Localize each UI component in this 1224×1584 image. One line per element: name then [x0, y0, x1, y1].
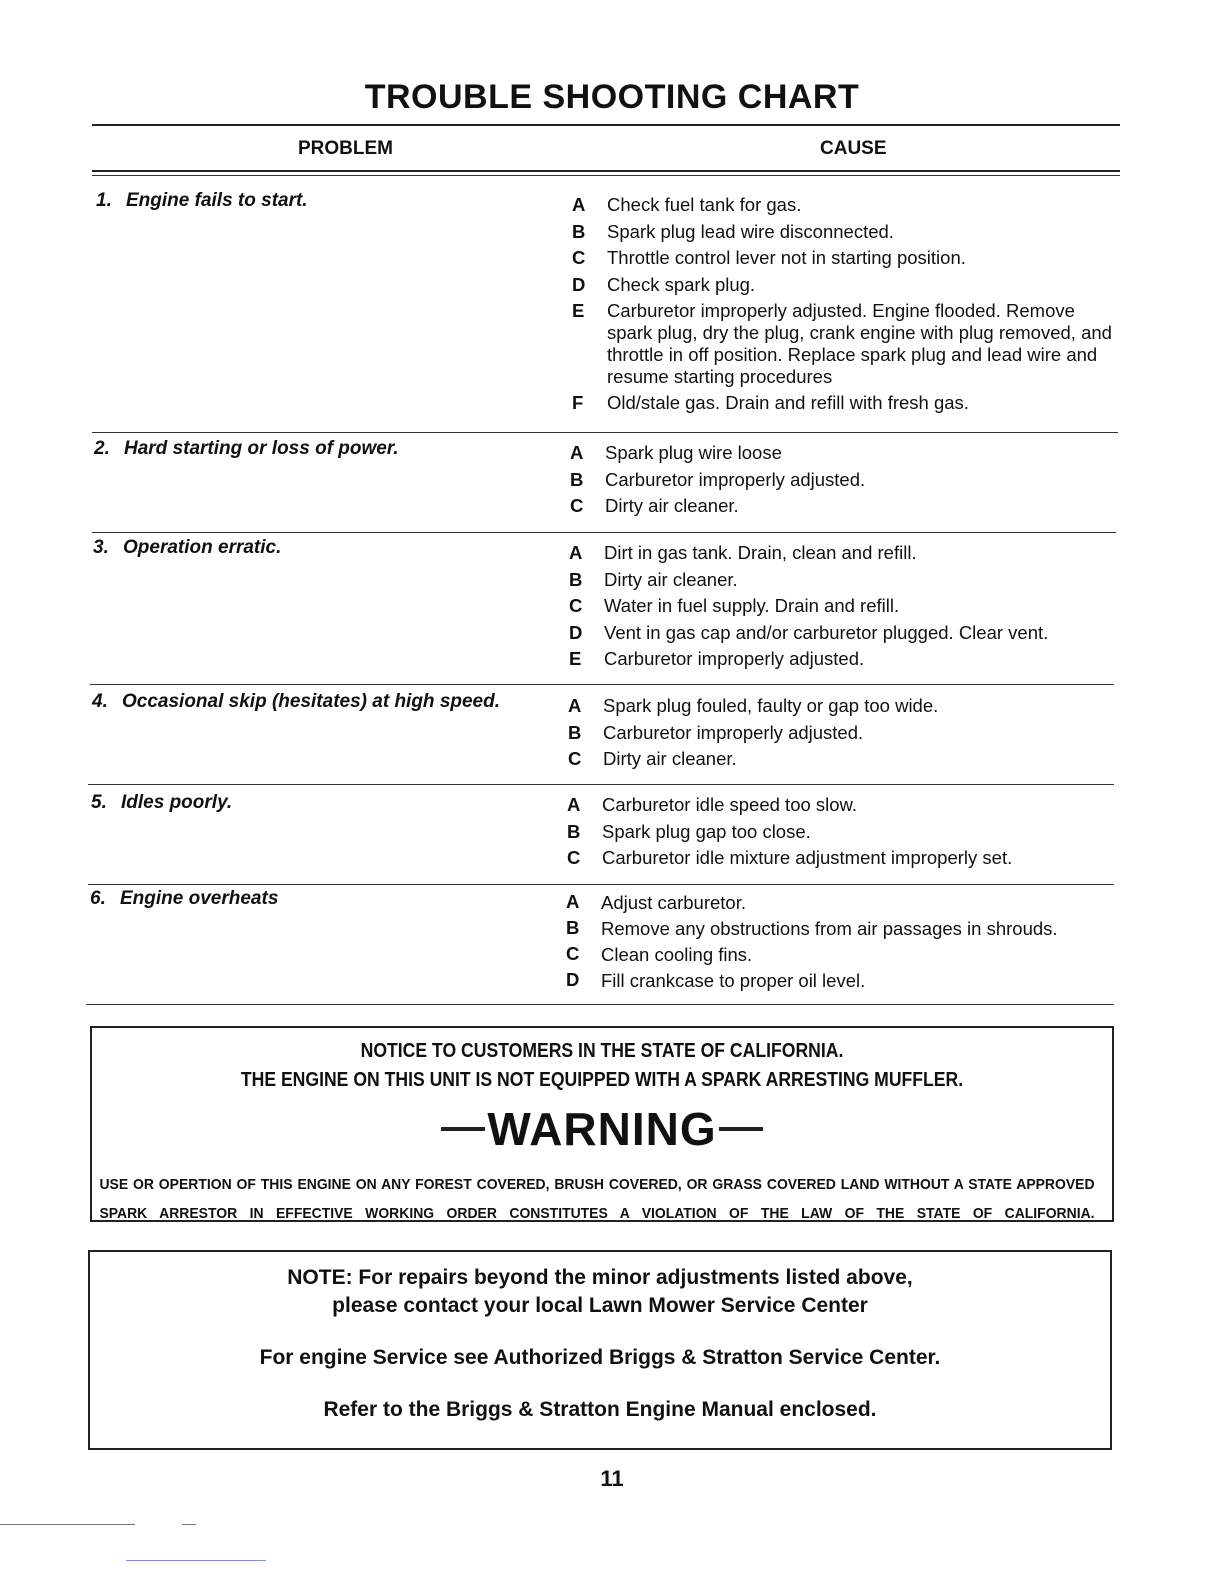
problem-row-4: 4. Occasional skip (hesitates) at high speed. — [92, 691, 501, 712]
scan-artifact-blue-line — [126, 1560, 266, 1561]
header-bottom-rule — [92, 170, 1120, 172]
cause-item: C Throttle control lever not in starting position. — [572, 247, 966, 268]
cause-item: D Check spark plug. — [572, 273, 756, 295]
note-line-1: NOTE: For repairs beyond the minor adjustments listed above, — [287, 1266, 913, 1289]
causes-row-2 — [570, 440, 1130, 520]
note-line-2: please contact your local Lawn Mower Service Center — [332, 1294, 868, 1317]
cause-item: A Carburetor idle speed too slow. — [567, 794, 858, 815]
page-number: 11 — [600, 1466, 624, 1491]
problem-row-5: 5. Idles poorly. — [91, 792, 233, 813]
causes-row-3 — [569, 540, 1129, 673]
scan-artifact-dash — [182, 1524, 196, 1525]
problem-row-2: 2. Hard starting or loss of power. — [94, 438, 399, 459]
row-divider — [88, 784, 1114, 785]
row-divider — [88, 884, 1114, 885]
cause-item: B Spark plug gap too close. — [567, 820, 811, 842]
page-title: TROUBLE SHOOTING CHART — [364, 78, 860, 116]
cause-item: C Dirty air cleaner. — [568, 748, 737, 769]
causes-row-5 — [567, 792, 1127, 872]
header-top-rule — [92, 124, 1120, 126]
problem-row-3: 3. Operation erratic. — [93, 537, 282, 558]
cause-item: B Remove any obstructions from air passages in shrouds. — [566, 917, 1058, 939]
cause-item: F Old/stale gas. Drain and refill with fresh gas. — [572, 392, 969, 413]
service-note-box — [88, 1250, 1112, 1450]
warning-dash-left — [441, 1127, 485, 1131]
problem-row-1 — [96, 190, 308, 212]
causes-row-6 — [566, 890, 1126, 994]
table-bottom-rule — [86, 1004, 1114, 1005]
cause-item: A Dirt in gas tank. Drain, clean and refill. — [569, 542, 917, 563]
cause-item: C Clean cooling fins. — [566, 943, 753, 965]
cause-item: B Carburetor improperly adjusted. — [568, 721, 864, 743]
scan-artifact-line — [0, 1524, 135, 1525]
header-bottom-rule-2 — [92, 175, 1120, 176]
california-notice-box — [90, 1026, 1114, 1222]
problem-number: 1. — [96, 190, 112, 211]
cause-item: C Carburetor idle mixture adjustment improperly set. — [567, 847, 1013, 868]
cause-item: A Spark plug wire loose — [570, 442, 782, 463]
note-line-3: For engine Service see Authorized Briggs & Stratton Service Center. — [259, 1346, 941, 1369]
cause-item: A Check fuel tank for gas. — [572, 194, 802, 215]
cause-item: E Carburetor improperly adjusted. — [569, 648, 865, 669]
warning-dash-right — [719, 1127, 763, 1131]
cause-item: B Spark plug lead wire disconnected. — [572, 220, 894, 242]
cause-item: B Carburetor improperly adjusted. — [570, 468, 866, 490]
problem-row-6: 6. Engine overheats — [90, 888, 279, 909]
row-divider — [92, 532, 1116, 533]
cause-item: E Carburetor improperly adjusted. Engine flooded. Remove spark plug, dry the plug, crank engine with plug removed, and throttle in off position. Replace spark plug and lead wire and resume starting procedures — [572, 300, 1112, 387]
cause-item: D Vent in gas cap and/or carburetor plugged. Clear vent. — [569, 621, 1049, 643]
cause-item: A Spark plug fouled, faulty or gap too wide. — [568, 695, 939, 716]
warning-body: USE OR OPERTION OF THIS ENGINE ON ANY FOREST COVERED, BRUSH COVERED, OR GRASS COVERED LAND WITHOUT A STATE APPROVED SPARK ARRESTOR IN EFFECTIVE WORKING ORDER CONSTITUTES A VIOLATION OF THE LAW OF THE STATE OF CALIFORNIA. — [99, 1176, 1095, 1222]
row-divider — [92, 432, 1118, 433]
row-divider — [90, 684, 1114, 685]
cause-item: C Water in fuel supply. Drain and refill. — [569, 595, 900, 616]
cause-item: C Dirty air cleaner. — [570, 495, 739, 516]
cause-item: D Fill crankcase to proper oil level. — [566, 969, 866, 991]
warning-text: WARNING — [487, 1103, 717, 1155]
causes-row-4 — [568, 693, 1128, 773]
notice-line-2: THE ENGINE ON THIS UNIT IS NOT EQUIPPED WITH A SPARK ARRESTING MUFFLER. — [240, 1069, 964, 1091]
cause-item: B Dirty air cleaner. — [569, 568, 738, 590]
note-line-4: Refer to the Briggs & Stratton Engine Manual enclosed. — [323, 1398, 877, 1421]
problem-text: Engine fails to start. — [126, 190, 308, 211]
warning-heading — [92, 1102, 1112, 1156]
column-header-cause: CAUSE — [820, 138, 887, 159]
cause-item: A Adjust carburetor. — [566, 891, 746, 913]
notice-line-1: NOTICE TO CUSTOMERS IN THE STATE OF CALIFORNIA. — [360, 1040, 844, 1062]
column-header-problem: PROBLEM — [298, 138, 393, 159]
causes-row-1 — [572, 192, 1132, 417]
